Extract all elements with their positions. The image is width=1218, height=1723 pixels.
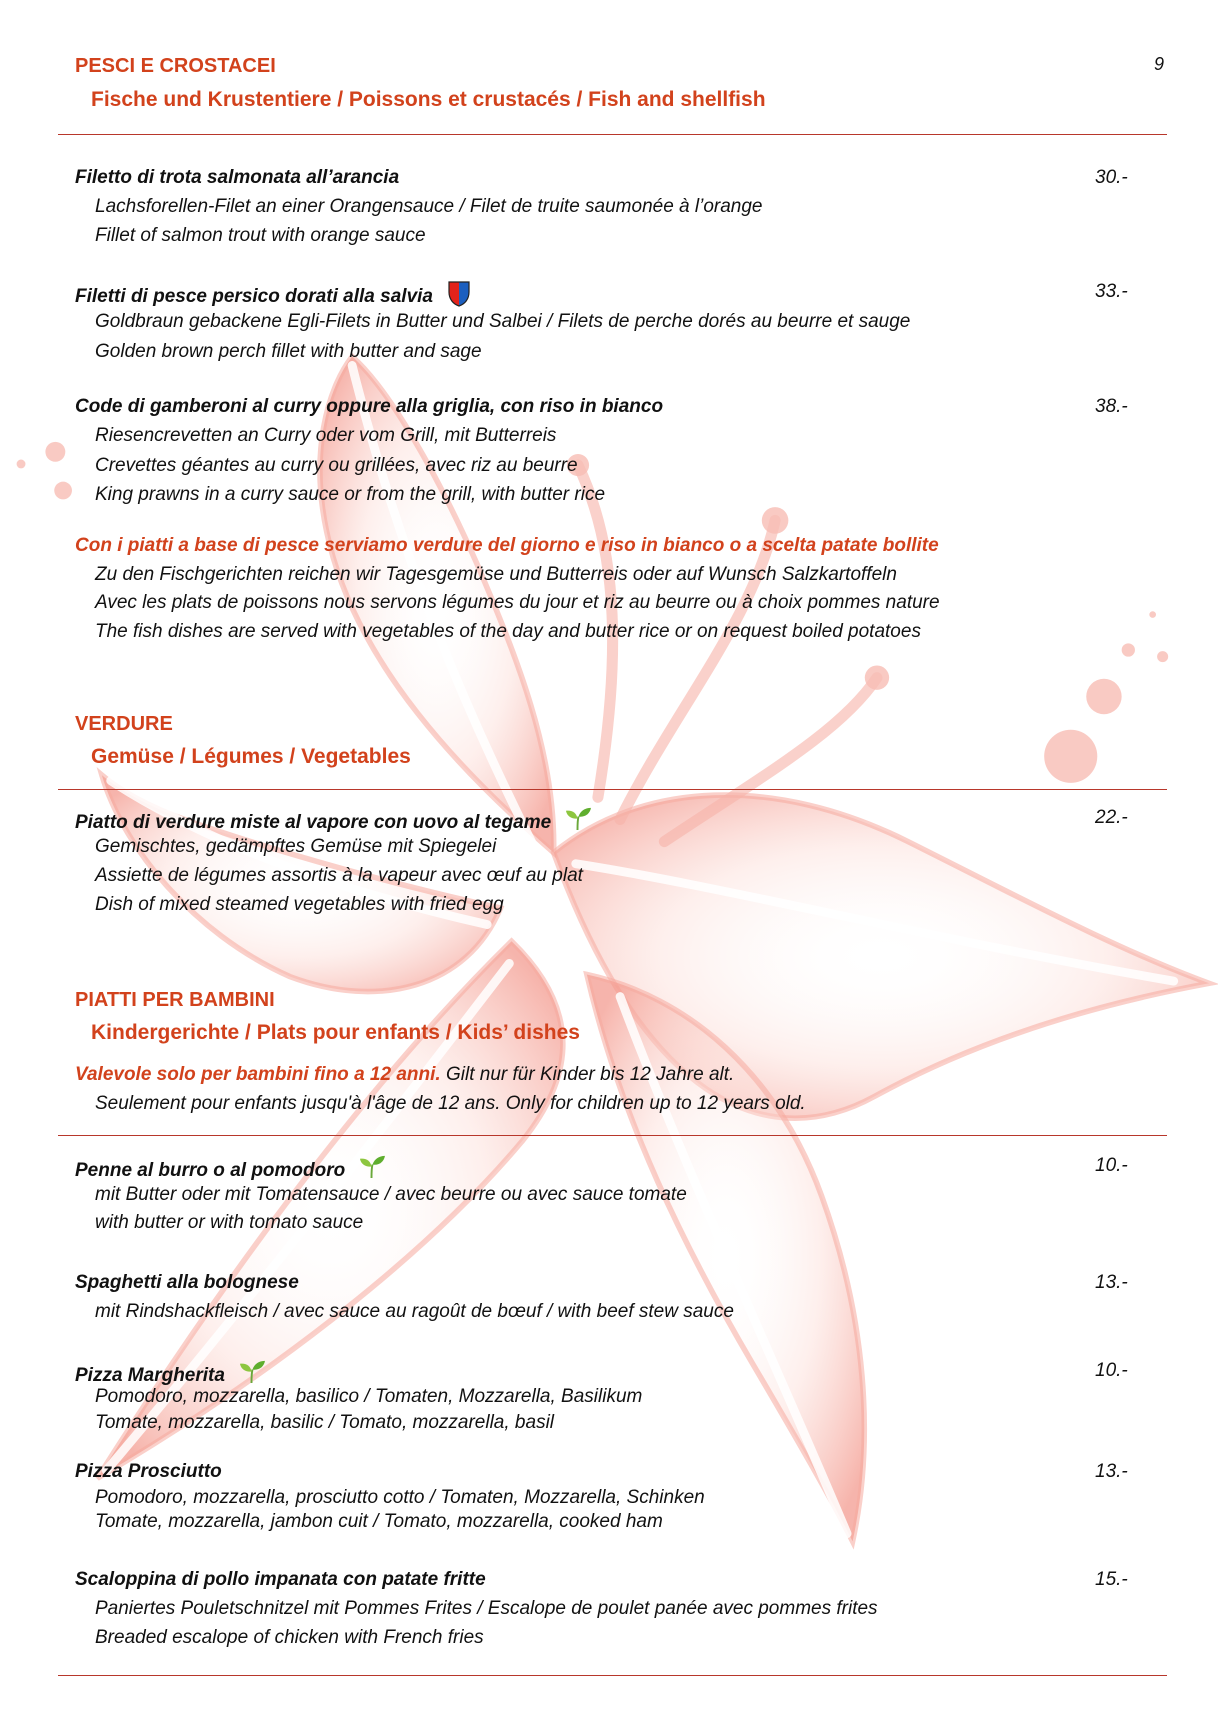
watermark-dot xyxy=(1086,679,1121,714)
menu-item-description: Dish of mixed steamed vegetables with fried egg xyxy=(95,894,504,915)
menu-item-title xyxy=(75,395,663,419)
section-title: VERDURE xyxy=(75,713,173,735)
note-line: Avec les plats de poissons nous servons légumes du jour et riz au beurre ou à choix pommes nature xyxy=(95,592,940,613)
section-subtitle: Kindergerichte / Plats pour enfants / Kids’ dishes xyxy=(91,1021,580,1044)
page-number: 9 xyxy=(1154,54,1165,74)
menu-item xyxy=(0,1359,1218,1433)
menu-item-description: mit Butter oder mit Tomatensauce / avec beurre ou avec sauce tomate xyxy=(95,1184,687,1205)
menu-item-description: Fillet of salmon trout with orange sauce xyxy=(95,225,426,246)
section-divider xyxy=(58,789,1167,790)
vegetarian-leaf-icon xyxy=(563,806,592,831)
section-subtitle: Gemüse / Légumes / Vegetables xyxy=(91,745,411,768)
fish-side-dish-note xyxy=(0,534,1218,642)
menu-item-title xyxy=(75,166,399,190)
menu-item-description: Tomate, mozzarella, basilic / Tomato, mozzarella, basil xyxy=(95,1412,555,1433)
kids-note-highlight: Valevole solo per bambini fino a 12 anni. xyxy=(75,1064,441,1085)
menu-item xyxy=(0,1271,1218,1322)
menu-item-price: 10.- xyxy=(1095,1155,1128,1176)
menu-item-name: Pizza Prosciutto xyxy=(75,1461,222,1482)
canton-shield-icon xyxy=(447,280,471,308)
menu-item-name: Scaloppina di pollo impanata con patate fritte xyxy=(75,1569,486,1590)
watermark-dot xyxy=(1157,651,1168,662)
section-divider xyxy=(58,134,1167,135)
menu-item-description: Paniertes Pouletschnitzel mit Pommes Frites / Escalope de poulet panée avec pommes frites xyxy=(95,1598,878,1619)
watermark-dot xyxy=(762,507,789,534)
menu-item-price: 15.- xyxy=(1095,1569,1128,1590)
menu-item-description: Pomodoro, mozzarella, prosciutto cotto / Tomaten, Mozzarella, Schinken xyxy=(95,1487,705,1508)
menu-item-description: Pomodoro, mozzarella, basilico / Tomaten, Mozzarella, Basilikum xyxy=(95,1386,643,1407)
watermark-dot xyxy=(45,442,65,462)
menu-item-description: Breaded escalope of chicken with French fries xyxy=(95,1627,484,1648)
menu-item xyxy=(0,1154,1218,1233)
menu-item-title xyxy=(75,1271,299,1295)
menu-item xyxy=(0,806,1218,915)
section-subtitle: Fische und Krustentiere / Poissons et crustacés / Fish and shellfish xyxy=(91,88,766,111)
menu-item xyxy=(0,395,1218,505)
note-line: Zu den Fischgerichten reichen wir Tagesgemüse und Butterreis oder auf Wunsch Salzkartoffeln xyxy=(95,564,897,585)
menu-item-title xyxy=(75,1154,386,1183)
menu-item-description: Gemischtes, gedämpftes Gemüse mit Spiegelei xyxy=(95,836,497,857)
watermark-dot xyxy=(1122,643,1135,656)
kids-age-note xyxy=(0,1063,1218,1114)
menu-item xyxy=(0,280,1218,362)
section-title: PESCI E CROSTACEI xyxy=(75,55,276,77)
menu-item xyxy=(0,166,1218,246)
menu-item-price: 22.- xyxy=(1095,807,1128,828)
menu-item-price: 13.- xyxy=(1095,1272,1128,1293)
section-divider xyxy=(58,1135,1167,1136)
menu-item-price: 30.- xyxy=(1095,167,1128,188)
menu-item-name: Penne al burro o al pomodoro xyxy=(75,1160,346,1181)
menu-item xyxy=(0,1568,1218,1648)
page-bottom-divider xyxy=(58,1675,1167,1676)
menu-item-title xyxy=(75,1359,266,1388)
menu-item-title xyxy=(75,806,592,835)
watermark-dot xyxy=(1149,611,1156,618)
note-line: The fish dishes are served with vegetables of the day and butter rice or on request boiled potatoes xyxy=(95,621,921,642)
menu-item-description: Lachsforellen-Filet an einer Orangensauce / Filet de truite saumonée à l’orange xyxy=(95,196,763,217)
menu-item-description: Golden brown perch fillet with butter and sage xyxy=(95,341,482,362)
menu-item-description: Goldbraun gebackene Egli-Filets in Butter und Salbei / Filets de perche dorés au beurre et sauge xyxy=(95,311,911,332)
menu-item-description: Crevettes géantes au curry ou grillées, avec riz au beurre xyxy=(95,455,578,476)
watermark-dot xyxy=(1044,730,1097,783)
vegetarian-leaf-icon xyxy=(237,1359,266,1384)
menu-item-name: Pizza Margherita xyxy=(75,1365,225,1386)
kids-note-line xyxy=(75,1063,734,1087)
menu-item-name: Filetto di trota salmonata all’arancia xyxy=(75,167,400,188)
menu-item-price: 33.- xyxy=(1095,281,1128,302)
menu-item-name: Filetti di pesce persico dorati alla salvia xyxy=(75,286,433,307)
menu-item-price: 13.- xyxy=(1095,1461,1128,1482)
vegetarian-leaf-icon xyxy=(357,1154,386,1179)
menu-item-title xyxy=(75,1568,486,1592)
section-title: PIATTI PER BAMBINI xyxy=(75,989,275,1011)
note-line: Seulement pour enfants jusqu'à l'âge de 12 ans. Only for children up to 12 years old. xyxy=(95,1093,806,1114)
menu-item-title xyxy=(75,1460,222,1484)
menu-item-description: Assiette de légumes assortis à la vapeur avec œuf au plat xyxy=(95,865,583,886)
menu-item xyxy=(0,1460,1218,1532)
watermark-dot xyxy=(865,666,889,690)
watermark-dot xyxy=(17,460,26,469)
note-title: Con i piatti a base di pesce serviamo verdure del giorno e riso in bianco o a scelta patate bollite xyxy=(75,535,939,556)
menu-item-price: 10.- xyxy=(1095,1360,1128,1381)
menu-item-title xyxy=(75,280,471,309)
menu-item-description: Tomate, mozzarella, jambon cuit / Tomato, mozzarella, cooked ham xyxy=(95,1511,663,1532)
watermark-stamens xyxy=(578,465,877,841)
menu-item-description: King prawns in a curry sauce or from the grill, with butter rice xyxy=(95,484,606,505)
kids-note-text: Gilt nur für Kinder bis 12 Jahre alt. xyxy=(445,1064,735,1085)
menu-item-description: with butter or with tomato sauce xyxy=(95,1212,364,1233)
menu-item-name: Spaghetti alla bolognese xyxy=(75,1272,299,1293)
watermark-dot xyxy=(54,482,72,500)
menu-item-description: mit Rindshackfleisch / avec sauce au ragoût de bœuf / with beef stew sauce xyxy=(95,1301,734,1322)
menu-item-name: Piatto di verdure miste al vapore con uovo al tegame xyxy=(75,812,552,833)
menu-item-name: Code di gamberoni al curry oppure alla griglia, con riso in bianco xyxy=(75,396,664,417)
menu-item-price: 38.- xyxy=(1095,396,1128,417)
menu-item-description: Riesencrevetten an Curry oder vom Grill, mit Butterreis xyxy=(95,425,557,446)
